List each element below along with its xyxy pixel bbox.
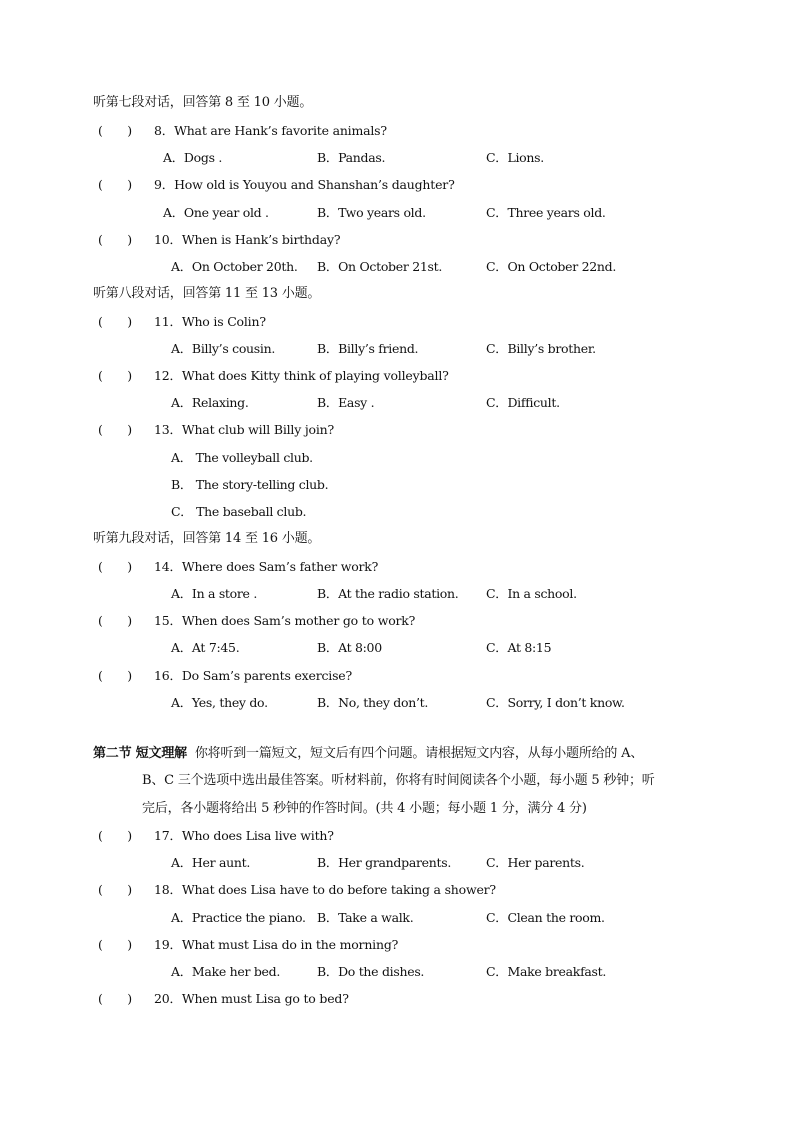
question-number: 19． [154,937,182,952]
answer-blank: ( ) [98,991,132,1006]
question-11 [98,314,266,330]
answer-blank: ( ) [98,422,132,437]
question-number: 20． [154,991,182,1006]
question-14 [98,559,378,575]
option-c: C．Difficult. [486,395,560,410]
option-c: C．Sorry, I don’t know. [486,695,625,710]
option-b: B．No, they don’t. [317,695,429,710]
option-c: C．At 8:15 [486,640,552,655]
option-b: B． The story-telling club. [171,477,329,492]
question-number: 17． [154,828,182,843]
option-b: B．Easy . [317,395,375,410]
part2-intro-line-3: 完后，各小题将给出 5 秒钟的作答时间。(共 4 小题；每小题 1 分，满分 4 分) [142,801,587,816]
question-number: 16． [154,668,182,683]
question-15 [98,613,415,629]
question-number: 11． [154,314,182,329]
question-text: When does Sam’s mother go to work? [181,613,416,628]
option-a: A．Her aunt. [171,855,251,870]
question-18 [98,882,496,898]
question-text: What does Lisa have to do before taking a shower? [181,882,496,897]
option-a: A．Practice the piano. [171,910,306,925]
option-a: A．In a store . [171,586,257,601]
answer-blank: ( ) [98,937,132,952]
question-9 [98,177,455,193]
question-text: Who does Lisa live with? [181,828,334,843]
option-c: C．Her parents. [486,855,585,870]
answer-blank: ( ) [98,368,132,383]
option-a: A．Billy’s cousin. [171,341,276,356]
option-c: C．Clean the room. [486,910,605,925]
option-c: C．Make breakfast. [486,964,607,979]
question-8 [98,123,387,139]
part2-intro-line-2: B、C 三个选项中选出最佳答案。听材料前，你将有时间阅读各个小题，每小题 5 秒钟；听 [142,773,655,788]
part2-intro-line-1 [93,746,643,762]
question-text: When is Hank’s birthday? [181,232,341,247]
option-b: B．At the radio station. [317,586,459,601]
question-number: 8． [154,123,175,138]
question-20 [98,991,349,1007]
option-b: B．Two years old. [317,205,426,220]
answer-blank: ( ) [98,232,132,247]
part2-instructions: 你将听到一篇短文，短文后有四个问题。请根据短文内容，从每小题所给的 A、 [194,746,644,761]
question-17 [98,828,334,844]
option-a: A．One year old . [163,205,269,220]
question-text: When must Lisa go to bed? [181,991,349,1006]
option-b: B．Pandas. [317,150,386,165]
question-number: 15． [154,613,182,628]
question-text: What club will Billy join? [181,422,335,437]
question-number: 9． [154,177,175,192]
question-number: 18． [154,882,182,897]
question-text: Do Sam’s parents exercise? [181,668,352,683]
question-text: How old is Youyou and Shanshan’s daughter? [174,177,455,192]
question-text: Who is Colin? [181,314,266,329]
option-a: A．Relaxing. [171,395,249,410]
question-text: What are Hank’s favorite animals? [174,123,387,138]
part2-title: 第二节 短文理解 [93,746,187,761]
option-b: B．Billy’s friend. [317,341,419,356]
option-a: A．On October 20th. [171,259,298,274]
question-text: What does Kitty think of playing volleyball? [181,368,449,383]
section-heading: 听第七段对话，回答第 8 至 10 小题。 [93,95,313,110]
option-b: B．Take a walk. [317,910,414,925]
answer-blank: ( ) [98,828,132,843]
option-b: B．Do the dishes. [317,964,425,979]
answer-blank: ( ) [98,668,132,683]
option-b: B．On October 21st. [317,259,443,274]
option-c: C．Three years old. [486,205,606,220]
option-a: A．At 7:45. [171,640,240,655]
option-c: C．Billy’s brother. [486,341,596,356]
option-a: A．Yes, they do. [171,695,268,710]
answer-blank: ( ) [98,314,132,329]
section-heading: 听第九段对话，回答第 14 至 16 小题。 [93,531,321,546]
option-b: B．Her grandparents. [317,855,452,870]
answer-blank: ( ) [98,123,132,138]
question-text: What must Lisa do in the morning? [181,937,399,952]
question-number: 14． [154,559,182,574]
question-19 [98,937,398,953]
option-a: A． The volleyball club. [171,450,313,465]
answer-blank: ( ) [98,559,132,574]
option-c: C．On October 22nd. [486,259,617,274]
question-16 [98,668,352,684]
answer-blank: ( ) [98,882,132,897]
answer-blank: ( ) [98,177,132,192]
question-number: 10． [154,232,182,247]
answer-blank: ( ) [98,613,132,628]
option-c: C．In a school. [486,586,577,601]
option-b: B．At 8:00 [317,640,382,655]
question-13 [98,422,334,438]
question-12 [98,368,449,384]
option-a: A．Make her bed. [171,964,280,979]
option-a: A．Dogs . [163,150,223,165]
option-c: C．Lions. [486,150,544,165]
question-10 [98,232,340,248]
question-text: Where does Sam’s father work? [181,559,379,574]
question-number: 13． [154,422,182,437]
question-number: 12． [154,368,182,383]
option-c: C． The baseball club. [171,504,307,519]
section-heading: 听第八段对话，回答第 11 至 13 小题。 [93,286,321,301]
